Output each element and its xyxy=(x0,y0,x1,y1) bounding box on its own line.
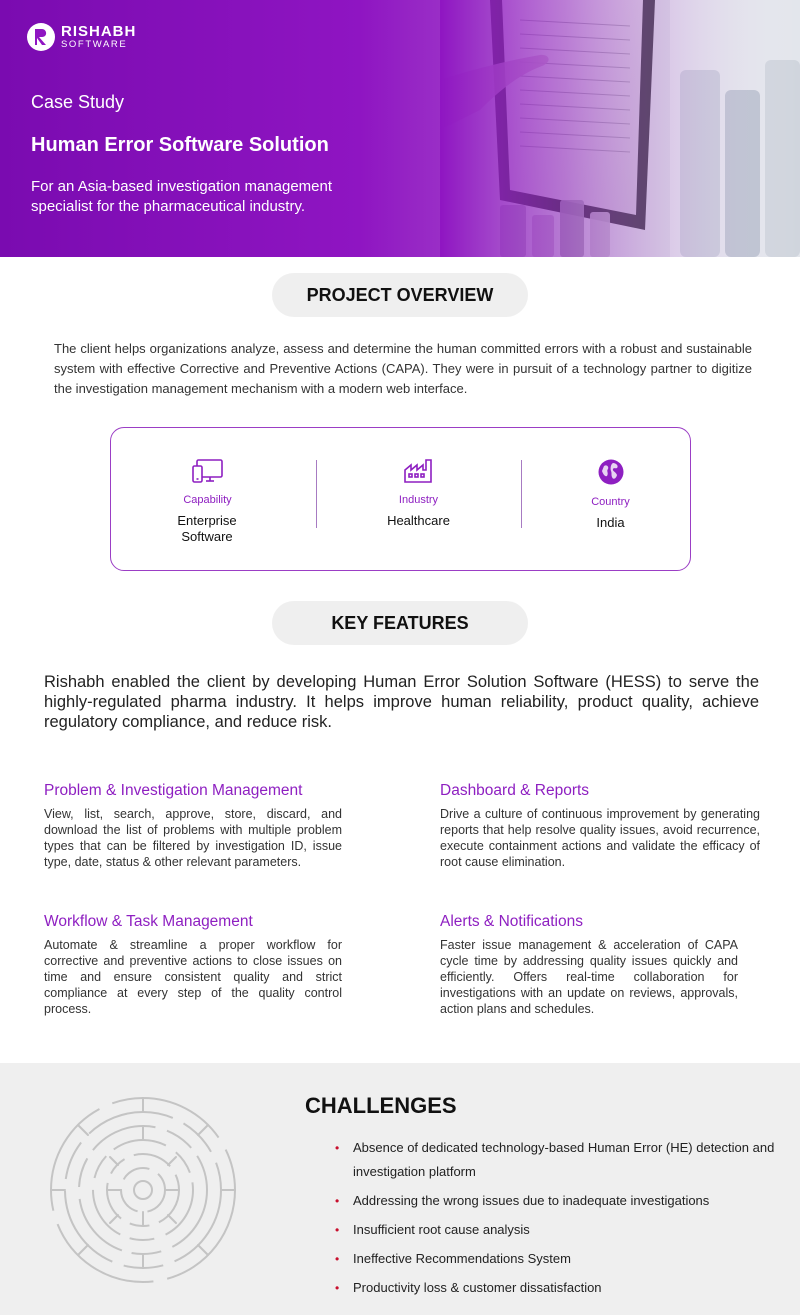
feature-title: Problem & Investigation Management xyxy=(44,782,303,799)
country-label: Country xyxy=(591,496,630,508)
list-item: • Ineffective Recommendations System xyxy=(335,1247,775,1271)
hero-banner xyxy=(0,0,800,257)
capability-label: Capability xyxy=(183,494,232,506)
globe-icon xyxy=(597,458,625,486)
challenges-list xyxy=(335,1136,775,1305)
devices-icon xyxy=(192,458,224,484)
feature-text: View, list, search, approve, store, discard, and download the list of problems with multiple problem types that can be filtered by investigation ID, issue type, date, status & other relevant parameters. xyxy=(44,807,342,869)
project-info-box xyxy=(110,427,691,571)
country-value: India xyxy=(596,515,625,530)
rishabh-logo-icon xyxy=(26,22,56,52)
list-item: • Insufficient root cause analysis xyxy=(335,1218,775,1242)
info-country xyxy=(514,458,707,531)
info-divider xyxy=(316,460,317,528)
overview-text: The client helps organizations analyze, assess and determine the human committed errors with a robust and sustainable system with effective Corrective and Preventive Actions (CAPA). They were in pursuit of a technology partner to digitize the investigation management mechanism with a modern web interface. xyxy=(54,341,752,396)
feature-workflow-task xyxy=(44,913,342,1017)
feature-dashboard-reports xyxy=(440,782,760,870)
feature-alerts-notifications xyxy=(440,913,738,1017)
project-overview-heading: PROJECT OVERVIEW xyxy=(272,273,528,317)
feature-title: Workflow & Task Management xyxy=(44,913,253,930)
hero-eyebrow: Case Study xyxy=(31,92,125,112)
feature-title: Dashboard & Reports xyxy=(440,782,590,799)
features-intro: Rishabh enabled the client by developing Human Error Solution Software (HESS) to serve the highly-regulated pharma industry. It helps improve human reliability, product quality, achieve regulatory compliance, and reduce risk. xyxy=(44,673,759,731)
lab-monitor-photo xyxy=(440,0,800,257)
feature-text: Faster issue management & acceleration of CAPA cycle time by addressing quality issues quickly and efficiently. Offers real-time collaboration for investigations with an update on reviews, approvals, action plans and schedules. xyxy=(440,938,738,1016)
info-industry xyxy=(322,458,515,529)
hero-subtitle: For an Asia-based investigation management specialist for the pharmaceutical industry. xyxy=(31,178,333,215)
feature-text: Automate & streamline a proper workflow for corrective and preventive actions to close issues on time and ensure consistent quality and strict compliance at every step of the quality control process. xyxy=(44,938,342,1016)
info-capability xyxy=(111,458,304,545)
list-item: • Addressing the wrong issues due to inadequate investigations xyxy=(335,1189,775,1213)
feature-text: Drive a culture of continuous improvement by generating reports that help resolve quality issues, avoid recurrence, execute containment actions and validate the efficacy of root cause elimination. xyxy=(440,807,760,869)
hero-title: Human Error Software Solution xyxy=(31,134,329,156)
feature-problem-investigation xyxy=(44,782,342,870)
industry-label: Industry xyxy=(398,494,439,506)
industry-value: Healthcare xyxy=(387,513,450,528)
feature-title: Alerts & Notifications xyxy=(440,913,583,930)
list-item: • Absence of dedicated technology-based Human Error (HE) detection and investigation platform xyxy=(335,1136,775,1184)
rishabh-logo xyxy=(26,22,136,52)
challenges-heading: CHALLENGES xyxy=(305,1093,457,1118)
capability-value: Enterprise Software xyxy=(177,513,237,544)
brand-name: RISHABH xyxy=(61,23,137,41)
factory-icon xyxy=(403,458,435,484)
maze-illustration-icon xyxy=(48,1095,238,1285)
brand-tagline: SOFTWARE xyxy=(61,39,128,51)
challenges-section xyxy=(0,1063,800,1315)
key-features-heading: KEY FEATURES xyxy=(272,601,528,645)
list-item: • Productivity loss & customer dissatisfaction xyxy=(335,1276,775,1300)
